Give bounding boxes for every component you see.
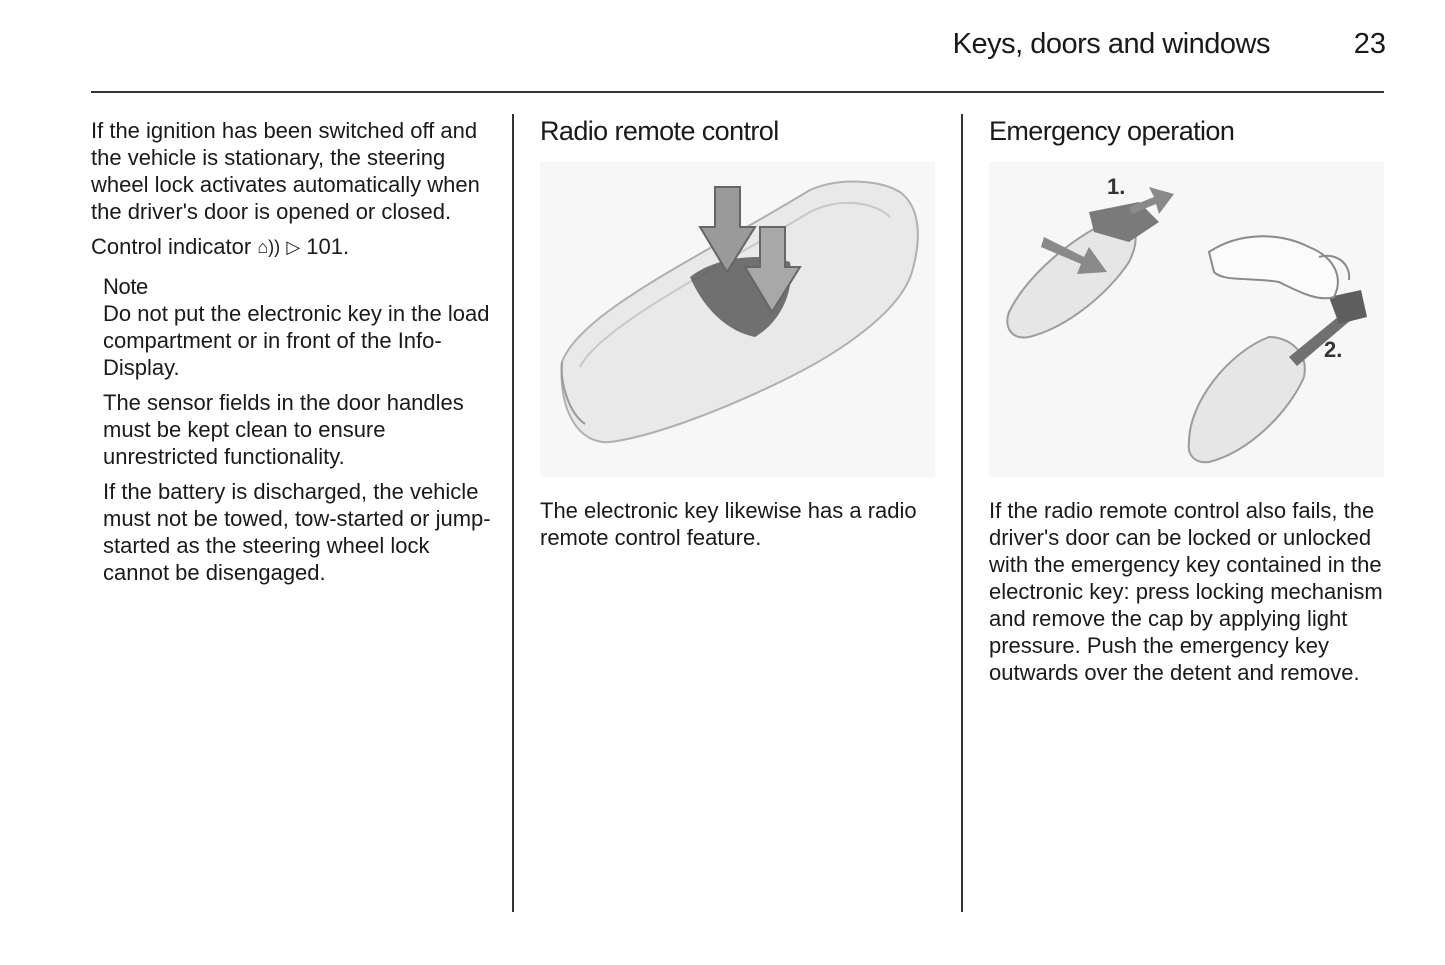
emergency-operation-text: If the radio remote control also fails, the driver's door can be locked or unlocked with the emergency key contained in the electronic key: press locking mechanism and remove the cap by applying light pressure. Push the emergency key outwards over the detent and remove. xyxy=(989,498,1383,685)
column-left xyxy=(91,117,491,594)
note-paragraph-1: Do not put the electronic key in the load compartment or in front of the Info-Display. xyxy=(103,301,490,380)
column-right xyxy=(989,114,1385,686)
cross-reference-page[interactable]: 101. xyxy=(306,234,350,259)
header-divider xyxy=(91,91,1384,93)
figure-step-2-label: 2. xyxy=(1324,337,1343,362)
steering-lock-paragraph: If the ignition has been switched off and the vehicle is stationary, the steering wheel lock activates automatically when the driver's door is opened or closed. xyxy=(91,118,480,224)
key-fob-illustration xyxy=(540,162,935,477)
cross-reference-arrow-icon: ▷ xyxy=(286,237,301,257)
note-paragraph-3: If the battery is discharged, the vehicle must not be towed, tow-started or jump-started as the steering wheel lock cannot be disengaged. xyxy=(103,479,491,585)
note-paragraph-2: The sensor fields in the door handles must be kept clean to ensure unrestricted functionality. xyxy=(103,390,464,469)
radio-remote-heading: Radio remote control xyxy=(540,116,779,146)
control-indicator-line xyxy=(91,233,491,261)
note-title: Note xyxy=(103,274,148,299)
figure-step-1-label: 1. xyxy=(1107,174,1126,199)
column-divider-1 xyxy=(512,114,514,912)
column-middle xyxy=(540,114,940,551)
note-box xyxy=(103,273,491,586)
page-header-title: Keys, doors and windows xyxy=(952,28,1270,60)
column-divider-2 xyxy=(961,114,963,912)
emergency-key-illustration xyxy=(989,162,1384,477)
radio-remote-text: The electronic key likewise has a radio remote control feature. xyxy=(540,498,917,550)
lock-indicator-icon: ⌂)) xyxy=(257,237,281,257)
emergency-operation-heading: Emergency operation xyxy=(989,116,1235,146)
control-indicator-label: Control indicator xyxy=(91,234,252,259)
page-number: 23 xyxy=(1353,28,1386,60)
